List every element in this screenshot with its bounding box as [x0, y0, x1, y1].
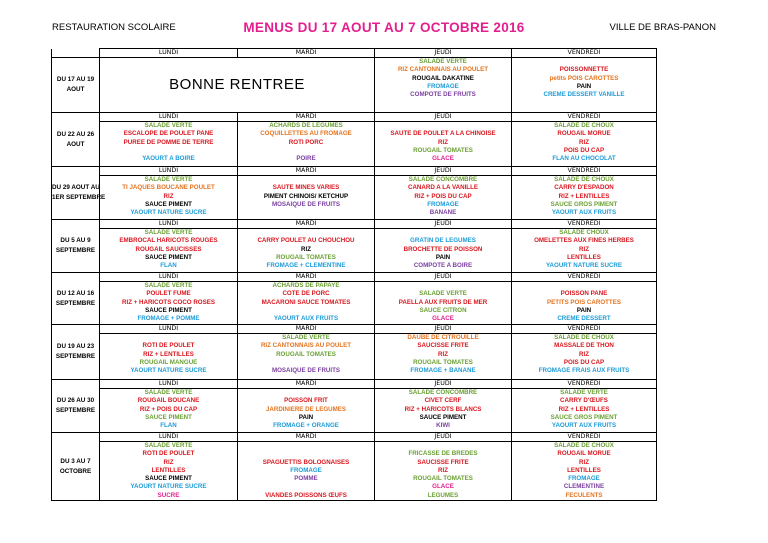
- menu-cell-jeudi: [375, 433, 512, 501]
- dish: POIS DU CAP: [563, 146, 605, 154]
- dish: SAUCE GROS PIMENT: [550, 413, 618, 421]
- day-header-vendredi: VENDREDI: [512, 433, 656, 442]
- day-header-vendredi: VENDREDI: [512, 220, 656, 229]
- dish: COMPOTE A BOIRE: [413, 262, 473, 270]
- dish: RIZ: [438, 138, 448, 146]
- dish: PAELLA AUX FRUITS DE MER: [398, 298, 488, 306]
- dish: RIZ: [579, 350, 589, 358]
- day-header-lundi: LUNDI: [100, 325, 237, 334]
- dish: [375, 442, 511, 450]
- dish: RIZ + LENTILLES: [558, 405, 610, 413]
- dish: GLACE: [432, 483, 454, 491]
- dish: RIZ + POIS DU CAP: [139, 405, 198, 413]
- dish: COMPOTE DE FRUITS: [410, 91, 476, 99]
- page-title: MENUS DU 17 AOUT AU 7 OCTOBRE 2016: [243, 20, 525, 35]
- dish: LEGUMES: [427, 491, 459, 499]
- day-header-lundi: LUNDI: [100, 167, 237, 176]
- dish: CREME DESSERT VANILLE: [543, 91, 625, 99]
- dish: SALADE VERTE: [144, 122, 193, 129]
- dish: [100, 147, 237, 155]
- week-label: [52, 380, 100, 433]
- dish: FROMAGE: [427, 200, 459, 208]
- week-row: [52, 58, 657, 113]
- dish: POISSONNETTE: [559, 66, 609, 74]
- dish: CARRY D'ŒUFS: [560, 397, 608, 405]
- week-row: [52, 167, 657, 220]
- dish: SALADE DE CHOUX: [554, 334, 614, 341]
- corner-cell: [52, 49, 100, 58]
- dish: PIMENT CHINOIS/ KETCHUP: [263, 192, 349, 200]
- dish: FROMAGE + CLEMENTINE: [266, 262, 346, 270]
- menu-cell-lundi: [100, 167, 238, 220]
- dish: [238, 389, 374, 397]
- dish: RIZ: [438, 350, 448, 358]
- dish: ROUGAIL TOMATES: [276, 350, 336, 358]
- menu-cell-lundi: [100, 433, 238, 501]
- dish: ROTI DE POULET: [142, 342, 195, 350]
- day-header-mardi: MARDI: [238, 433, 374, 442]
- week-label: [52, 325, 100, 380]
- week-row: [52, 325, 657, 380]
- dish: FROMAGE: [290, 466, 322, 474]
- dish: SALADE CONCOMBRE: [408, 389, 478, 396]
- dish: YAOURT NATURE SUCRE: [130, 209, 207, 217]
- dish: GLACE: [432, 315, 454, 323]
- dish: [238, 176, 374, 184]
- dish: RIZ CANTONNAIS AU POULET: [397, 66, 489, 74]
- dish: CARRY POULET AU CHOUCHOU: [257, 237, 355, 245]
- day-header-vendredi: VENDREDI: [512, 113, 656, 122]
- dish: LENTILLES: [567, 253, 601, 261]
- week-label: [52, 220, 100, 273]
- dish: YAOURT AUX FRUITS: [551, 209, 617, 217]
- dish: ROTI PORC: [288, 138, 324, 146]
- menu-cell-jeudi: [375, 167, 512, 220]
- week-label-line: SEPTEMBRE: [55, 407, 96, 414]
- week-label: [52, 113, 100, 167]
- menu-cell-mardi: [238, 220, 375, 273]
- week-label-line: DU 17 AU 19: [56, 76, 95, 83]
- menu-cell-jeudi: [375, 220, 512, 273]
- dish: ROUGAIL TOMATES: [276, 253, 336, 261]
- dish: ROUGAIL BOUCANE: [137, 397, 200, 405]
- dish: [375, 122, 511, 130]
- dish: BANANE: [429, 209, 457, 217]
- day-header-lundi: LUNDI: [100, 380, 237, 389]
- dish: [238, 307, 374, 315]
- week-label-line: DU 5 AU 9: [60, 237, 91, 244]
- day-header-jeudi: JEUDI: [375, 167, 511, 176]
- dish: ROTI DE POULET: [142, 450, 195, 458]
- dish: POISSON PANE: [560, 290, 608, 298]
- dish: YAOURT AUX FRUITS: [551, 422, 617, 430]
- menu-cell-mardi: [238, 167, 375, 220]
- dish: RIZ: [579, 138, 589, 146]
- week-label-line: SEPTEMBRE: [55, 299, 96, 307]
- dish: FROMAGE + BANANE: [410, 367, 476, 375]
- day-header-lundi: LUNDI: [100, 220, 237, 229]
- dish: PETITS POIS CAROTTES: [547, 298, 621, 306]
- dish: ROUGAIL MORUE: [557, 450, 611, 458]
- menu-cell-jeudi: [375, 58, 512, 113]
- dish: POISSON FRIT: [284, 397, 328, 405]
- day-header-vendredi: VENDREDI: [512, 167, 656, 176]
- week-row: [52, 273, 657, 325]
- menu-cell-lundi: [100, 325, 238, 380]
- dish: SALADE VERTE: [144, 176, 193, 183]
- day-header-mardi: MARDI: [238, 113, 374, 122]
- dish: SAUCE PIMENT: [145, 475, 192, 483]
- menu-cell-vendredi: [512, 113, 657, 167]
- dish: FROMAGE + POMME: [137, 315, 200, 323]
- dish: PAIN: [576, 82, 592, 90]
- week-row: [52, 380, 657, 433]
- dish: YAOURT NATURE SUCRE: [130, 367, 207, 375]
- dish: SALADE DE CHOUX: [554, 442, 614, 449]
- dish: DAUBE DE CITROUILLE: [407, 334, 479, 341]
- week-row: [52, 113, 657, 167]
- day-header-vendredi: VENDREDI: [512, 380, 656, 389]
- dish: [238, 450, 374, 458]
- dish: RIZ + HARICOTS BLANCS: [404, 405, 482, 413]
- dish: [238, 209, 374, 217]
- week-label: [52, 273, 100, 325]
- dish: SAUCE PIMENT: [145, 253, 192, 261]
- day-header-lundi: LUNDI: [100, 433, 237, 442]
- dish: ROUGAIL SAUCISSES: [135, 245, 202, 253]
- dish: OMELETTES AUX FINES HERBES: [534, 237, 634, 245]
- dish: SALADE VERTE: [144, 442, 193, 449]
- menu-cell-vendredi: [512, 325, 657, 380]
- day-header-jeudi: JEUDI: [375, 49, 512, 58]
- menu-body: [52, 49, 657, 501]
- header-left: RESTAURATION SCOLAIRE: [52, 22, 176, 33]
- dish: GLACE: [432, 155, 454, 163]
- dish: SALADE VERTE: [560, 389, 608, 396]
- menu-cell-mardi: [238, 113, 375, 167]
- dish: ROUGAIL MORUE: [557, 130, 611, 138]
- day-header-mardi: MARDI: [238, 220, 374, 229]
- dish: FROMAGE + ORANGE: [273, 422, 339, 430]
- day-header-vendredi: VENDREDI: [512, 325, 656, 334]
- dish: SAUTE MINES VARIES: [272, 184, 340, 192]
- menu-cell-vendredi: [512, 380, 657, 433]
- dish: KIWI: [436, 422, 450, 430]
- day-header-vendredi: VENDREDI: [512, 49, 657, 58]
- day-header-row: [52, 49, 657, 58]
- menu-cell-mardi: [238, 325, 375, 380]
- dish: ROUGAIL MANGUE: [139, 358, 198, 366]
- dish: CIVET CERF: [424, 397, 462, 405]
- day-header-lundi: LUNDI: [100, 273, 237, 282]
- dish: RIZ: [301, 245, 311, 253]
- header-right: VILLE DE BRAS-PANON: [609, 22, 716, 33]
- dish: SALADE VERTE: [144, 282, 193, 289]
- week-row: [52, 433, 657, 501]
- dish: GRATIN DE LEGUMES: [410, 237, 476, 245]
- dish: SAUCE CITRON: [419, 306, 467, 314]
- dish: VIANDES POISSONS ŒUFS: [265, 491, 347, 499]
- dish: COQUILLETTES AU FROMAGE: [260, 130, 352, 138]
- dish: PAIN: [576, 306, 592, 314]
- dish: ROUGAIL TOMATES: [413, 475, 473, 483]
- week-label-line: SEPTEMBRE: [55, 247, 96, 254]
- week-label-line: DU 29 AOUT AU: [52, 184, 100, 191]
- week-label: [52, 167, 106, 220]
- menu-cell-vendredi: [512, 433, 657, 501]
- dish: RIZ: [163, 458, 174, 466]
- dish: FRICASSE DE BREDES: [408, 450, 478, 458]
- week-label: [52, 58, 100, 113]
- week-label-line: 1ER SEPTEMBRE: [52, 194, 106, 201]
- dish: SAUCE PIMENT: [145, 306, 192, 314]
- dish: PUREE DE POMME DE TERRE: [123, 138, 214, 146]
- menu-cell-jeudi: [375, 325, 512, 380]
- dish: YAOURT AUX FRUITS: [273, 315, 339, 323]
- dish: SAUCE PIMENT: [419, 413, 467, 421]
- dish: SALADE DE CHOUX: [554, 122, 614, 129]
- dish: [375, 229, 511, 237]
- week-label-line: OCTOBRE: [59, 467, 92, 475]
- week-label-line: AOUT: [66, 86, 85, 93]
- menu-cell-vendredi: [512, 167, 657, 220]
- day-header-jeudi: JEUDI: [375, 433, 511, 442]
- dish: RIZ: [438, 466, 448, 474]
- day-header-jeudi: JEUDI: [375, 113, 511, 122]
- dish: LENTILLES: [151, 466, 186, 474]
- dish: CANARD A LA VANILLE: [407, 184, 478, 192]
- dish: [512, 282, 656, 290]
- dish: FROMAGE FRAIS AUX FRUITS: [538, 367, 630, 375]
- dish: CARRY D'ESPADON: [554, 184, 614, 192]
- dish: SAUCE PIMENT: [145, 413, 192, 421]
- dish: SAUCE GROS PIMENT: [550, 200, 618, 208]
- day-header-mardi: MARDI: [238, 273, 374, 282]
- dish: RIZ + LENTILLES: [558, 192, 610, 200]
- dish: YAOURT NATURE SUCRE: [546, 262, 622, 270]
- dish: POIRE: [296, 155, 316, 163]
- dish: petits POIS CAROTTES: [549, 74, 619, 82]
- dish: SALADE DE CHOUX: [554, 176, 614, 183]
- menu-cell-mardi: [238, 273, 375, 325]
- menu-cell-vendredi: [512, 220, 657, 273]
- menu-cell-vendredi: [512, 58, 657, 113]
- day-header-mardi: MARDI: [238, 325, 374, 334]
- dish: LENTILLES: [567, 466, 601, 474]
- dish: ACHARDS DE PAPAYE: [272, 282, 340, 289]
- menu-cell-lundi: [100, 113, 238, 167]
- dish: EMBROCAL HARICOTS ROUGES: [119, 237, 218, 245]
- day-header-vendredi: VENDREDI: [512, 273, 656, 282]
- dish: MOSAIQUE DE FRUITS: [271, 367, 341, 375]
- week-label-line: DU 26 AU 30: [56, 397, 95, 404]
- day-header-jeudi: JEUDI: [375, 220, 511, 229]
- day-header-jeudi: JEUDI: [375, 325, 511, 334]
- dish: RIZ + LENTILLES: [143, 350, 194, 358]
- menu-cell-lundi: [100, 273, 238, 325]
- dish: SPAGUETTIS BOLOGNAISES: [262, 458, 350, 466]
- day-header-mardi: MARDI: [238, 380, 374, 389]
- dish: YAOURT A BOIRE: [142, 155, 195, 163]
- week-label: [52, 433, 100, 501]
- dish: MACARONI SAUCE TOMATES: [261, 298, 351, 306]
- week-label-line: DU 12 AU 16: [56, 289, 95, 297]
- dish: SAUCISSE FRITE: [417, 458, 469, 466]
- dish: [238, 359, 374, 367]
- dish: [238, 483, 374, 491]
- week-label-line: DU 3 AU 7: [60, 457, 91, 465]
- dish: SAUCE PIMENT: [145, 200, 192, 208]
- menu-cell-jeudi: [375, 273, 512, 325]
- menu-cell-jeudi: [375, 380, 512, 433]
- menu-cell-lundi: [100, 220, 238, 273]
- menu-cell-mardi: [238, 433, 375, 501]
- dish: SALADE CONCOMBRE: [408, 176, 478, 183]
- dish: [512, 58, 656, 66]
- dish: PAIN: [435, 253, 451, 261]
- dish: PAIN: [298, 413, 314, 421]
- dish: RIZ: [163, 192, 174, 200]
- dish: YAOURT NATURE SUCRE: [130, 483, 207, 491]
- dish: MASSALE DE THON: [554, 342, 614, 350]
- week-label-line: DU 22 AU 26: [56, 130, 95, 138]
- dish: CREME DESSERT: [557, 315, 611, 323]
- dish: COTE DE PORC: [282, 290, 330, 298]
- dish: CLEMENTINE: [563, 483, 605, 491]
- day-header-jeudi: JEUDI: [375, 380, 511, 389]
- dish: SALADE VERTE: [144, 229, 193, 236]
- dish: ACHARDS DE LEGUMES: [269, 122, 343, 129]
- dish: POMME: [294, 475, 318, 483]
- dish: BROCHETTE DE POISSON: [403, 245, 483, 253]
- dish: TI JAQUES BOUCANE POULET: [122, 184, 215, 192]
- dish: SALADE VERTE: [419, 290, 467, 298]
- dish: POULET FUME: [146, 290, 191, 298]
- dish: SALADE VERTE: [419, 58, 467, 65]
- menu-cell-vendredi: [512, 273, 657, 325]
- menu-table: [51, 48, 657, 501]
- menu-cell-lundi: [100, 380, 238, 433]
- dish: SAUCISSE FRITE: [417, 342, 469, 350]
- dish: RIZ CANTONNAIS AU POULET: [260, 342, 352, 350]
- dish: FROMAGE: [427, 82, 459, 90]
- dish: ROUGAIL DAKATINE: [412, 74, 474, 82]
- dish: SAUTE DE POULET A LA CHINOISE: [390, 130, 496, 138]
- dish: JARDINIERE DE LEGUMES: [265, 405, 347, 413]
- dish: SUCRE: [157, 491, 180, 499]
- day-header-lundi: LUNDI: [100, 113, 237, 122]
- dish: ROUGAIL TOMATES: [413, 146, 473, 154]
- day-header-mardi: MARDI: [238, 49, 375, 58]
- menu-cell-jeudi: [375, 113, 512, 167]
- bonne-rentree: BONNE RENTREE: [100, 58, 375, 113]
- dish: FROMAGE: [568, 475, 600, 483]
- dish: FLAN: [160, 262, 177, 270]
- dish: [238, 229, 374, 237]
- dish: RIZ + HARICOTS COCO ROSES: [122, 298, 215, 306]
- dish: FLAN: [160, 422, 177, 430]
- week-row: [52, 220, 657, 273]
- day-header-jeudi: JEUDI: [375, 273, 511, 282]
- dish: SALADE VERTE: [282, 334, 330, 341]
- day-header-mardi: MARDI: [238, 167, 374, 176]
- dish: [100, 334, 237, 342]
- dish: RIZ: [579, 245, 589, 253]
- dish: [238, 442, 374, 450]
- dish: FECULENTS: [565, 491, 603, 499]
- menu-cell-mardi: [238, 380, 375, 433]
- dish: ESCALOPE DE POULET PANE: [123, 130, 214, 138]
- dish: FLAN AU CHOCOLAT: [552, 155, 616, 163]
- week-label-line: DU 19 AU 23: [56, 343, 95, 350]
- week-label-line: SEPTEMBRE: [55, 353, 96, 360]
- dish: ROUGAIL TOMATES: [413, 358, 473, 366]
- dish: SALADE CHOUX: [559, 229, 609, 236]
- dish: POIS DU CAP: [563, 358, 605, 366]
- dish: [238, 147, 374, 155]
- dish: RIZ + POIS DU CAP: [414, 192, 472, 200]
- day-header-lundi: LUNDI: [100, 49, 238, 58]
- dish: MOSAIQUE DE FRUITS: [271, 200, 341, 208]
- dish: RIZ: [579, 458, 589, 466]
- dish: SALADE VERTE: [144, 389, 193, 396]
- dish: [375, 282, 511, 290]
- week-label-line: AOUT: [66, 140, 85, 148]
